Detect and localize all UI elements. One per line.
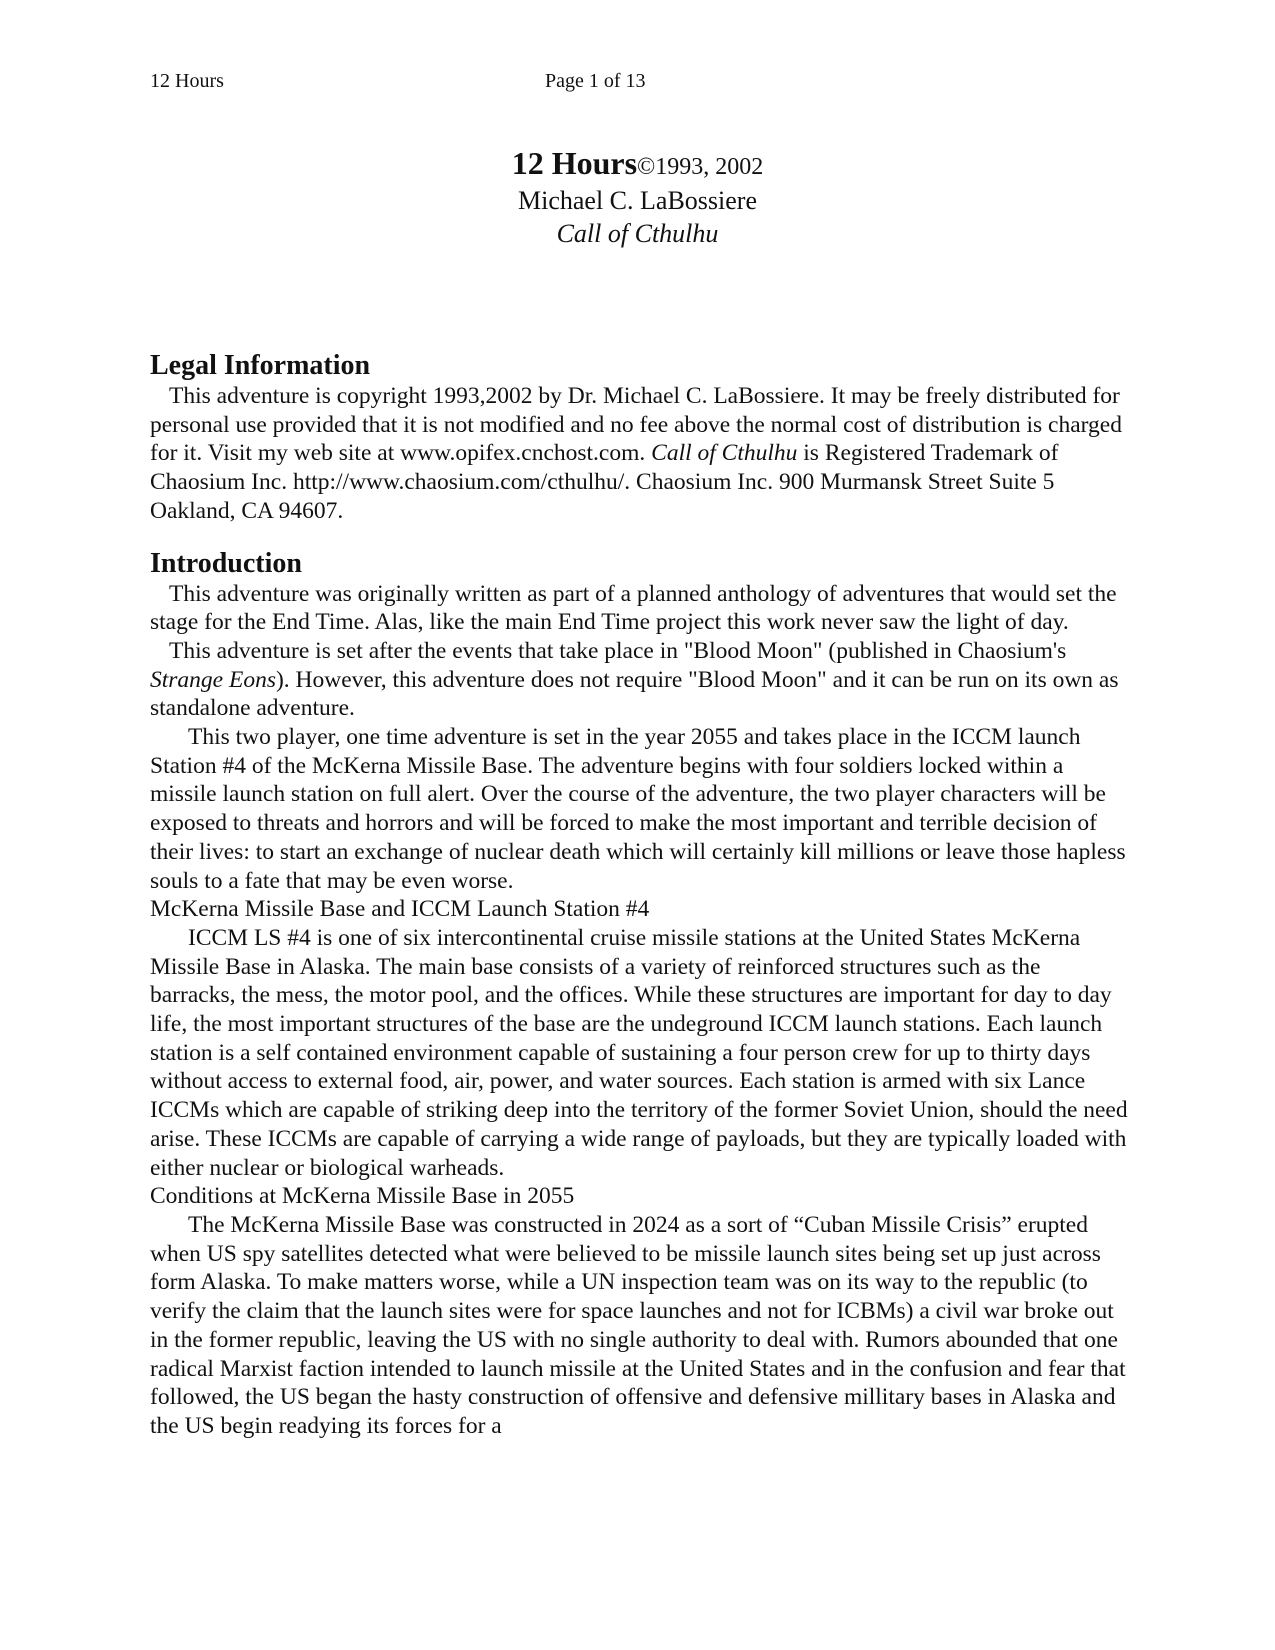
document-title: 12 Hours [511,145,638,181]
title-line [0,147,1275,184]
document-body [150,350,1130,1441]
legal-heading: Legal Information [150,350,371,381]
intro-paragraph-2 [150,637,1130,723]
intro-paragraph-4: ICCM LS #4 is one of six intercontinental cruise missile stations at the United States McKerna Missile Base in Alaska. The main base consists of a variety of reinforced structures such as the barracks, the mess, the motor pool, and the offices. While these structures are important for day to day life, the most important structures of the base are the undeground ICCM launch stations. Each launch station is a self contained environment capable of sustaining a four person crew for up to thirty days without access to external food, air, power, and water sources. Each station is armed with six Lance ICCMs which are capable of striking deep into the territory of the former Soviet Union, should the need arise. These ICCMs are capable of carrying a wide range of payloads, but they are typically loaded with either nuclear or biological warheads. [150,924,1128,1181]
title-block [0,147,1275,250]
author-name: Michael C. LaBossiere [518,186,757,215]
header-page-number: Page 1 of 13 [545,70,646,92]
intro-paragraph-1: This adventure was originally written as part of a planned anthology of adventures that would set the stage for the End Time. Alas, like the main End Time project this work never saw the light of day. [150,580,1117,636]
intro-p2-italic: Strange Eons [150,666,276,693]
intro-p2-text-b: ). However, this adventure does not require "Blood Moon" and it can be run on its own as standalone adventure. [150,666,1119,722]
intro-paragraph-3: This two player, one time adventure is set in the year 2055 and takes place in the ICCM launch Station #4 of the McKerna Missile Base. The adventure begins with four soldiers locked within a missile launch station on full alert. Over the course of the adventure, the two player characters will be exposed to threats and horrors and will be forced to make the most important and terrible decision of their lives: to start an exchange of nuclear death which will certainly kill millions or leave those hapless souls to a fate that may be even worse. [150,724,1126,894]
subheading-conditions: Conditions at McKerna Missile Base in 2055 [150,1183,575,1210]
legal-text-italic: Call of Cthulhu [651,440,798,467]
intro-p2-text-a: This adventure is set after the events that take place in "Blood Moon" (published in Chaosium's [169,637,1067,664]
intro-paragraph-5: The McKerna Missile Base was constructed in 2024 as a sort of “Cuban Missile Crisis” erupted when US spy satellites detected what were believed to be missile launch sites being set up just across form Alaska. To make matters worse, while a UN inspection team was on its way to the republic (to verify the claim that the launch sites were for space launches and not for ICBMs) a civil war broke out in the former republic, leaving the US with no single authority to deal with. Rumors abounded that one radical Marxist faction intended to launch missile at the United States and in the confusion and fear that followed, the US began the hasty construction of offensive and defensive millitary bases in Alaska and the US begin readying its forces for a [150,1211,1126,1439]
legal-paragraph [150,382,1130,526]
legal-text-b: is Registered Trademark of Chaosium Inc. http://www.chaosium.com/cthulhu/. Chaosium Inc. 900 Murmansk Street Suite 5 Oakland, CA 94607. [150,440,1059,524]
copyright-notice: ©1993, 2002 [637,154,764,180]
game-name [0,217,1275,250]
page-header [150,70,1125,100]
game-name-italic: Call of Cthulhu [556,219,719,248]
legal-text-a: This adventure is copyright 1993,2002 by Dr. Michael C. LaBossiere. It may be freely distributed for personal use provided that it is not modified and no fee above the normal cost of distribution is charged for it. Visit my web site at www.opifex.cnchost.com. [150,383,1122,467]
header-doc-name: 12 Hours [150,70,224,92]
introduction-heading: Introduction [150,547,302,579]
subheading-missile-base: McKerna Missile Base and ICCM Launch Station #4 [150,896,650,923]
